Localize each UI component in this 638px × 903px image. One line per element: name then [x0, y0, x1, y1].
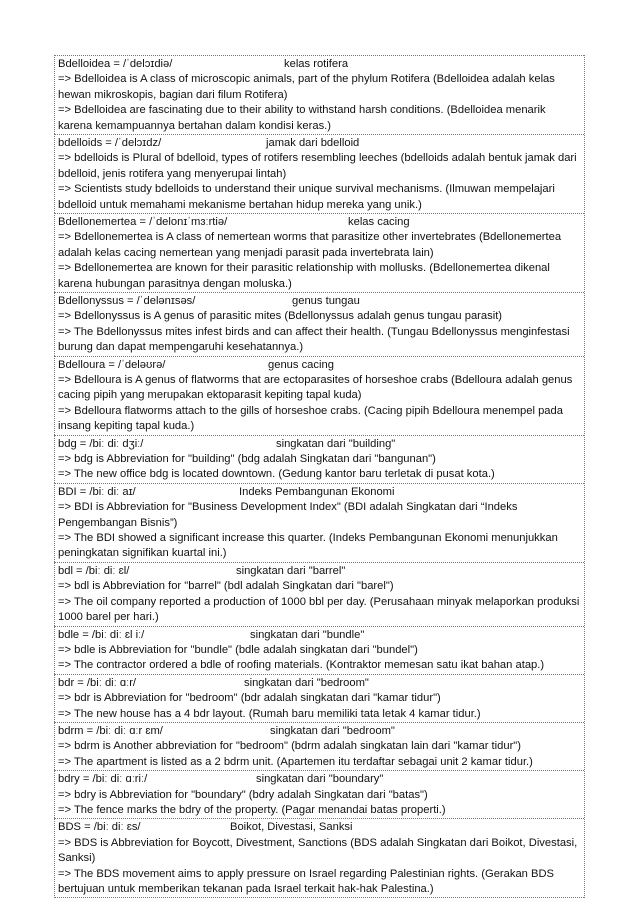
entry-translation: Boikot, Divestasi, Sanksi	[230, 821, 353, 834]
entry-example: => The new house has a 4 bdr layout. (Rumah baru memiliki tata letak 4 kamar tidur.)	[58, 707, 481, 720]
entry-header	[58, 772, 582, 787]
entry-example: => Bdelloura flatworms attach to the gills of horseshoe crabs. (Cacing pipih Bdelloura menempel pada insang kepiting tapal kuda.)	[58, 404, 563, 433]
entry-term: Bdellonemertea = /ˈdelonɪˈmɜːrtiə/	[58, 216, 228, 229]
entry-header	[58, 676, 582, 691]
entry-header	[58, 358, 582, 373]
entry-term: BDS = /biː diː ɛs/	[58, 821, 141, 834]
entry-header	[58, 294, 582, 309]
dictionary-entry	[54, 356, 584, 435]
entry-translation: kelas cacing	[348, 216, 410, 229]
entry-example: => The contractor ordered a bdle of roofing materials. (Kontraktor memesan satu ikat bahan atap.)	[58, 659, 545, 672]
entry-example: => The apartment is listed as a 2 bdrm unit. (Apartemen itu terdaftar sebagai unit 2 kamar tidur.)	[58, 755, 533, 768]
entry-translation: singkatan dari "bundle"	[250, 628, 365, 641]
dictionary-entry	[54, 483, 584, 562]
entry-term: BDI = /biː diː aɪ/	[58, 485, 136, 498]
entry-definition: => Bdelloidea is A class of microscopic animals, part of the phylum Rotifera (Bdelloidea adalah kelas hewan mikroskopis, bagian dari filum Rotifera)	[58, 73, 555, 101]
entry-definition: => bdelloids is Plural of bdelloid, types of rotifers resembling leeches (bdelloids adalah bentuk jamak dari bdelloid, jenis rotifera yang menyerupai lintah)	[58, 152, 577, 180]
dictionary-entry	[54, 770, 584, 818]
entry-translation: genus tungau	[292, 295, 360, 308]
dictionary-entry	[54, 626, 584, 674]
dictionary-entry	[54, 213, 584, 292]
entry-example: => Bdelloidea are fascinating due to their ability to withstand harsh conditions. (Bdelloidea menarik karena kemampuannya bertahan dalam kondisi keras.)	[58, 104, 546, 132]
dictionary-entry	[54, 55, 584, 134]
entry-example: => The new office bdg is located downtown. (Gedung kantor baru terletak di pusat kota.)	[58, 468, 495, 481]
entry-term: bdelloids = /ˈdelɔɪdz/	[58, 137, 162, 150]
entry-header	[58, 215, 582, 230]
entry-translation: singkatan dari "bedroom"	[244, 676, 369, 689]
entry-translation: kelas rotifera	[284, 58, 349, 70]
entry-definition: => bdl is Abbreviation for "barrel" (bdl adalah Singkatan dari "barel")	[58, 580, 394, 593]
entry-definition: => Bdelloura is A genus of flatworms that are ectoparasites of horseshoe crabs (Bdelloura adalah genus cacing pipih yang merupakan ektoparasit kepiting tapal kuda)	[58, 374, 573, 402]
entry-example: => Scientists study bdelloids to understand their unique survival mechanisms. (Ilmuwan mempelajari bdelloid untuk memahami mekanisme bertahan hidup mereka yang unik.)	[58, 183, 555, 211]
dictionary-entry	[54, 292, 584, 356]
dictionary-entry	[54, 818, 584, 898]
entry-translation: singkatan dari "bedroom"	[270, 724, 395, 737]
entry-definition: => bdle is Abbreviation for "bundle" (bdle adalah singkatan dari "bundel")	[58, 643, 418, 656]
entry-term: Bdellonyssus = /ˈdelənɪsəs/	[58, 295, 196, 308]
dictionary-entry	[54, 562, 584, 626]
entry-definition: => BDI is Abbreviation for "Business Development Index" (BDI adalah Singkatan dari “Indeks Pengembangan Bisnis”)	[58, 501, 518, 529]
entry-header	[58, 57, 582, 72]
entry-header	[58, 564, 582, 579]
entry-definition: => BDS is Abbreviation for Boycott, Divestment, Sanctions (BDS adalah Singkatan dari Boikot, Divestasi, Sanksi)	[58, 836, 578, 865]
entry-header	[58, 820, 582, 835]
entry-definition: => Bdellonyssus is A genus of parasitic mites (Bdellonyssus adalah genus tungau parasit)	[58, 310, 503, 323]
dictionary-entry	[54, 674, 584, 722]
entry-term: Bdelloidea = /ˈdelɔɪdiə/	[58, 58, 173, 70]
dictionary-table	[54, 55, 585, 898]
entry-translation: singkatan dari "boundary"	[256, 773, 384, 786]
entry-term: Bdelloura = /ˈdeləʊrə/	[58, 358, 166, 371]
entry-header	[58, 136, 582, 151]
entry-example: => The BDS movement aims to apply pressure on Israel regarding Palestinian rights. (Gerakan BDS bertujuan untuk memberikan tekanan pada Israel terkait hak-hak Palestina.)	[58, 867, 555, 895]
dictionary-entry	[54, 722, 584, 770]
entry-definition: => bdr is Abbreviation for "bedroom" (bdr adalah singkatan dari "kamar tidur")	[58, 692, 441, 705]
entry-header	[58, 437, 582, 452]
entry-definition: => Bdellonemertea is A class of nemertean worms that parasitize other invertebrates (Bdellonemertea adalah kelas cacing nemertean yang menjadi parasit pada invertebrata lain)	[58, 231, 562, 259]
entry-header	[58, 724, 582, 739]
entry-translation: jamak dari bdelloid	[266, 137, 360, 150]
entry-term: bdl = /biː diː ɛl/	[58, 564, 130, 577]
entry-header	[58, 628, 582, 643]
entry-translation: singkatan dari "building"	[276, 437, 396, 450]
entry-translation: singkatan dari "barrel"	[236, 564, 346, 577]
entry-term: bdry = /biː diː ɑːriː/	[58, 773, 148, 786]
entry-term: bdr = /biː diː ɑːr/	[58, 676, 137, 689]
entry-example: => The oil company reported a production of 1000 bbl per day. (Perusahaan minyak melaporkan produksi 1000 barel per hari.)	[58, 595, 580, 624]
entry-definition: => bdrm is Another abbreviation for "bedroom" (bdrm adalah singkatan lain dari "kamar tidur")	[58, 740, 521, 753]
entry-example: => The fence marks the bdry of the property. (Pagar menandai batas properti.)	[58, 803, 446, 816]
entry-translation: Indeks Pembangunan Ekonomi	[239, 485, 395, 498]
entry-example: => The Bdellonyssus mites infest birds and can affect their health. (Tungau Bdellonyssus menginfestasi burung dan dapat mempengaruhi kesehatannya.)	[58, 325, 570, 354]
entry-example: => The BDI showed a significant increase this quarter. (Indeks Pembangunan Ekonomi menunjukkan peningkatan signifikan kuartal ini.)	[58, 532, 558, 560]
entry-header	[58, 485, 582, 500]
entry-example: => Bdellonemertea are known for their parasitic relationship with mollusks. (Bdellonemertea dikenal karena hubungan parasitnya dengan moluska.)	[58, 262, 550, 290]
dictionary-entry	[54, 134, 584, 213]
entry-definition: => bdg is Abbreviation for "building" (bdg adalah Singkatan dari "bangunan")	[58, 453, 436, 466]
dictionary-entry	[54, 435, 584, 483]
entry-term: bdle = /biː diː ɛl iː/	[58, 628, 145, 641]
entry-term: bdrm = /biː diː ɑːr ɛm/	[58, 724, 163, 737]
entry-term: bdg = /biː diː dʒiː/	[58, 437, 144, 450]
entry-translation: genus cacing	[268, 358, 334, 371]
entry-definition: => bdry is Abbreviation for "boundary" (bdry adalah Singkatan dari "batas")	[58, 788, 428, 801]
